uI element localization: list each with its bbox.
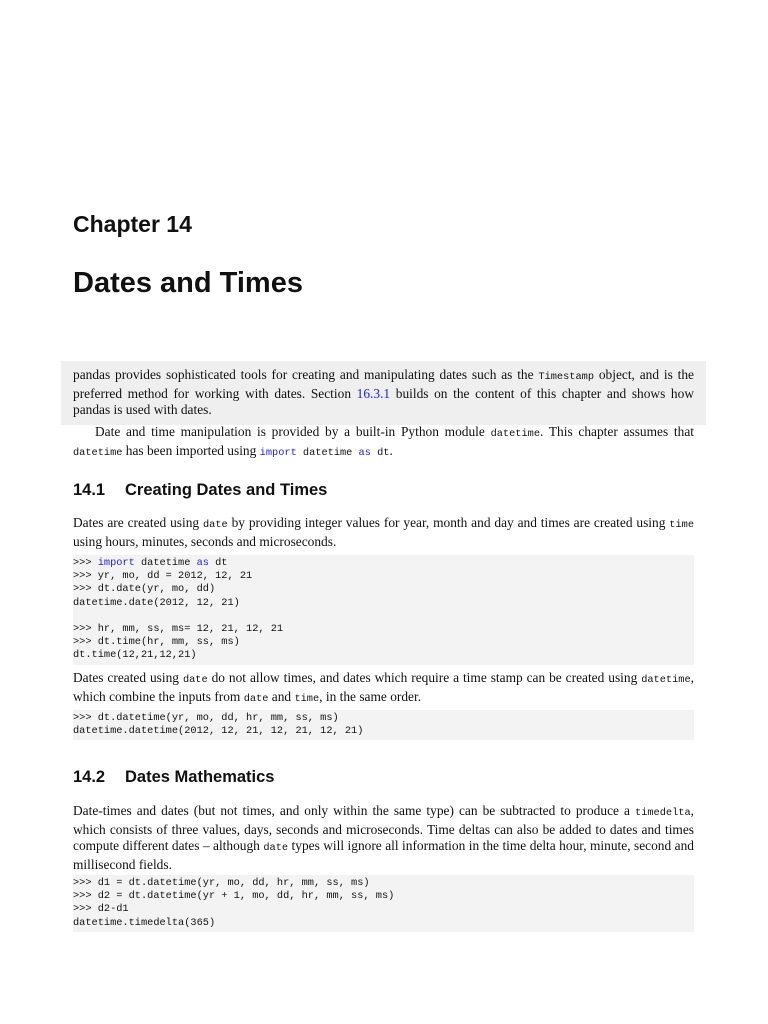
- section-title: Dates Mathematics: [125, 768, 275, 786]
- section1-paragraph-2: [73, 670, 694, 707]
- section-heading-14-2: [73, 768, 274, 787]
- inline-code: datetime: [73, 446, 123, 459]
- inline-code: datetime: [641, 674, 691, 686]
- code-block-timedelta: [73, 875, 694, 932]
- code-line: [73, 610, 694, 623]
- code-line: >>> d1 = dt.datetime(yr, mo, dd, hr, mm, ss, ms): [73, 877, 370, 889]
- section-number: 14.1: [73, 481, 106, 499]
- para-text: Date-times and dates (but not times, and only within the same type) can be subtracted to produce a: [73, 803, 636, 818]
- section-title: Creating Dates and Times: [125, 481, 328, 499]
- inline-code-keyword: as: [358, 446, 371, 459]
- code-line: datetime.timedelta(365): [73, 916, 216, 929]
- code-line: dt.time(12,21,12,21): [73, 649, 197, 662]
- code-line: >>> d2 = dt.datetime(yr + 1, mo, dd, hr, mm, ss, ms): [73, 890, 395, 903]
- note-text: pandas provides sophisticated tools for creating and manipulating dates such as the: [73, 367, 539, 382]
- inline-code: time: [669, 519, 694, 531]
- intro-paragraph: [73, 424, 694, 461]
- pandas-note-box: [61, 361, 706, 425]
- code-block-datetime: [73, 710, 694, 740]
- code-line: >>> dt.date(yr, mo, dd): [73, 583, 216, 596]
- code-line: >>> hr, mm, ss, ms= 12, 21, 12, 21: [73, 622, 284, 635]
- code-line: >>> import datetime as dt: [73, 557, 228, 569]
- intro-text: .: [389, 442, 393, 458]
- inline-code-keyword: import: [259, 446, 297, 459]
- inline-code: datetime: [490, 428, 541, 440]
- code-line: >>> d2-d1: [73, 903, 129, 916]
- para-text: Dates are created using: [73, 515, 203, 530]
- inline-code: date: [202, 519, 228, 531]
- para-text: do not allow times, and dates which require a time stamp can be created using: [207, 670, 642, 685]
- inline-code: date: [263, 842, 289, 854]
- chapter-label: Chapter 14: [73, 211, 192, 237]
- inline-code: time: [294, 692, 320, 705]
- code-line: datetime.datetime(2012, 12, 21, 12, 21, 12, 21): [73, 725, 364, 738]
- section2-paragraph-1: [73, 803, 694, 873]
- chapter-title: Dates and Times: [73, 267, 303, 299]
- para-text: , which consists of three values, days, seconds and microseconds. Time deltas can also be added to dates and times compute different dates – although: [73, 803, 694, 853]
- inline-code: timedelta: [635, 807, 691, 819]
- code-line: >>> dt.time(hr, mm, ss, ms): [73, 636, 240, 649]
- inline-code: datetime: [296, 446, 359, 459]
- code-block-create: [73, 555, 694, 665]
- section-number: 14.2: [73, 768, 106, 786]
- note-code-timestamp: Timestamp: [538, 371, 595, 383]
- para-text: Dates created using: [73, 670, 183, 685]
- para-text: and: [268, 688, 295, 704]
- section-heading-14-1: [73, 481, 327, 500]
- code-line: datetime.date(2012, 12, 21): [73, 596, 240, 609]
- note-text: builds on the content of this chapter and shows how pandas is used with dates.: [73, 385, 694, 417]
- inline-code: dt: [370, 446, 390, 459]
- intro-text: . This chapter assumes that: [540, 424, 694, 439]
- code-line: >>> yr, mo, dd = 2012, 12, 21: [73, 570, 253, 583]
- intro-text: Date and time manipulation is provided by a built-in Python module: [95, 424, 491, 439]
- section-link[interactable]: 16.3.1: [356, 385, 391, 401]
- para-text: , in the same order.: [319, 688, 422, 704]
- inline-code: date: [182, 674, 208, 686]
- para-text: types will ignore all information in the time delta hour, minute, second and millisecond fields.: [73, 838, 694, 872]
- para-text: , which combine the inputs from: [73, 670, 694, 704]
- section1-paragraph-1: [73, 515, 694, 550]
- para-text: using hours, minutes, seconds and microseconds.: [73, 533, 337, 549]
- note-text: object, and is the preferred method for working with dates. Section: [73, 367, 694, 401]
- inline-code: date: [243, 692, 269, 705]
- para-text: by providing integer values for year, month and day and times are created using: [227, 515, 670, 530]
- code-line: >>> dt.datetime(yr, mo, dd, hr, mm, ss, ms): [73, 712, 339, 724]
- intro-text: has been imported using: [122, 442, 260, 458]
